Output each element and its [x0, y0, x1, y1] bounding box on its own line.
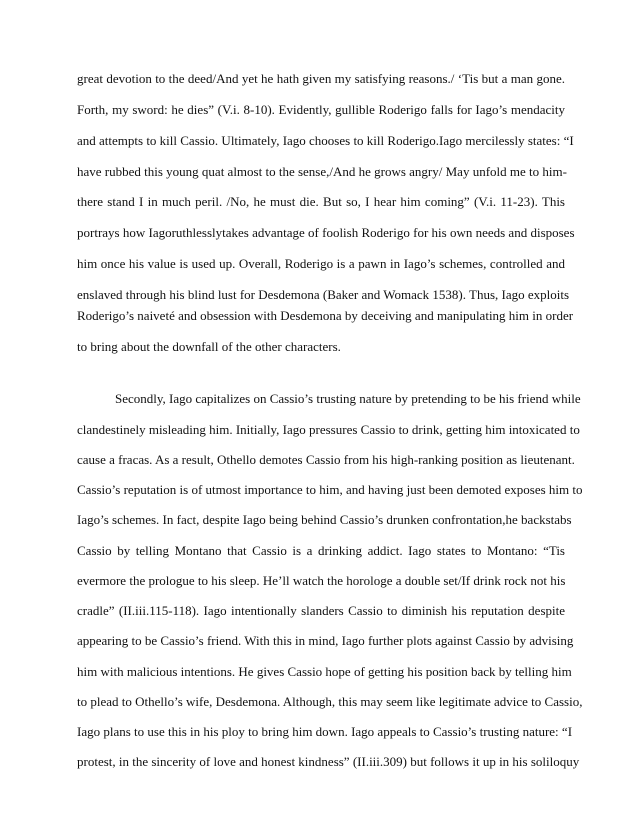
paragraph-1-line-4: have rubbed this young quat almost to the sense,/And he grows angry/ May unfold me to him- — [77, 164, 567, 179]
paragraph-2-line-5: Iago’s schemes. In fact, despite Iago being behind Cassio’s drunken confrontation,he backstabs — [77, 512, 572, 527]
paragraph-1-line-6: portrays how Iagoruthlesslytakes advantage of foolish Roderigo for his own needs and disposes — [77, 225, 575, 240]
paragraph-1-line-5: there stand I in much peril. /No, he must die. But so, I hear him coming” (V.i. 11-23). This — [77, 194, 565, 209]
paragraph-2-line-8: cradle” (II.iii.115-118). Iago intentionally slanders Cassio to diminish his reputation despite — [77, 603, 565, 618]
paragraph-2-line-9: appearing to be Cassio’s friend. With this in mind, Iago further plots against Cassio by advising — [77, 633, 574, 648]
paragraph-1-line-7: him once his value is used up. Overall, Roderigo is a pawn in Iago’s schemes, controlled and — [77, 256, 565, 271]
paragraph-1-line-1: great devotion to the deed/And yet he hath given my satisfying reasons./ ‘Tis but a man gone. — [77, 71, 565, 86]
paragraph-2-line-6: Cassio by telling Montano that Cassio is a drinking addict. Iago states to Montano: “Tis — [77, 543, 565, 558]
paragraph-1-line-10: to bring about the downfall of the other characters. — [77, 339, 341, 354]
paragraph-1-line-2: Forth, my sword: he dies” (V.i. 8-10). Evidently, gullible Roderigo falls for Iago’s mendacity — [77, 102, 565, 117]
paragraph-1-line-8: enslaved through his blind lust for Desdemona (Baker and Womack 1538). Thus, Iago exploits — [77, 287, 570, 302]
paragraph-2-line-11: to plead to Othello’s wife, Desdemona. Although, this may seem like legitimate advice to Cassio, — [77, 694, 583, 709]
paragraph-2-line-3: cause a fracas. As a result, Othello demotes Cassio from his high-ranking position as lieutenant. — [77, 452, 575, 467]
paragraph-2-line-2: clandestinely misleading him. Initially, Iago pressures Cassio to drink, getting him intoxicated to — [77, 422, 580, 437]
paragraph-1-line-9: Roderigo’s naiveté and obsession with Desdemona by deceiving and manipulating him in order — [77, 308, 574, 323]
paragraph-1-line-3: and attempts to kill Cassio. Ultimately, Iago chooses to kill Roderigo.Iago mercilessly states: “I — [77, 133, 574, 148]
paragraph-2-line-4: Cassio’s reputation is of utmost importance to him, and having just been demoted exposes him to — [77, 482, 583, 497]
paragraph-2-line-1: Secondly, Iago capitalizes on Cassio’s trusting nature by pretending to be his friend while — [115, 391, 581, 406]
paragraph-2-line-12: Iago plans to use this in his ploy to bring him down. Iago appeals to Cassio’s trusting nature: “I — [77, 724, 573, 739]
paragraph-2-line-10: him with malicious intentions. He gives Cassio hope of getting his position back by telling him — [77, 664, 572, 679]
paragraph-2-line-13: protest, in the sincerity of love and honest kindness” (II.iii.309) but follows it up in his soliloquy — [77, 754, 580, 769]
paragraph-2-line-7: evermore the prologue to his sleep. He’ll watch the horologe a double set/If drink rock not his — [77, 573, 566, 588]
